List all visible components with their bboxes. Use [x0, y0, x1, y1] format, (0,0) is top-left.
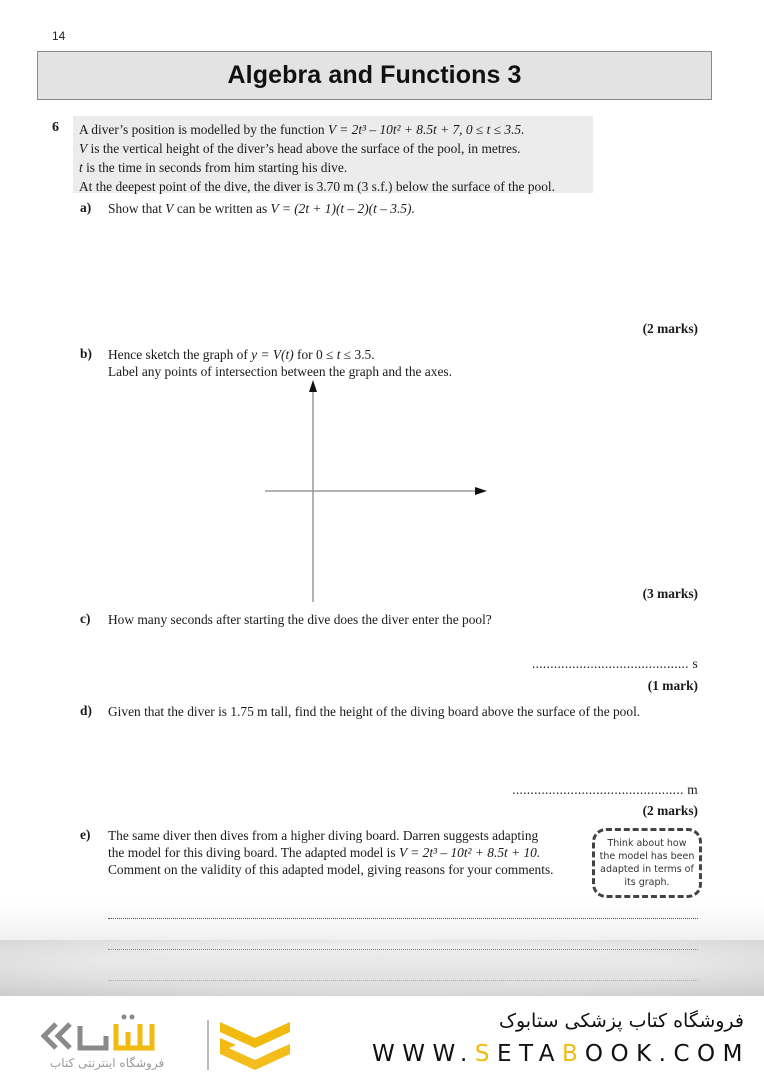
hint-stamp [592, 828, 702, 898]
part-a-marks: (2 marks) [642, 321, 698, 336]
shop-url[interactable]: WWW.SETABOOK.COM [371, 1041, 750, 1067]
part-c-marks: (1 mark) [647, 678, 698, 693]
shop-name: فروشگاه کتاب پزشکی ستابوک [498, 1010, 744, 1032]
setabook-logo-wordmark[interactable] [36, 1012, 176, 1060]
chapter-title: Algebra and Functions 3 [227, 61, 522, 89]
intro-line-3: t is the time in seconds from him starting his dive. [79, 160, 348, 175]
intro-line-1: A diver’s position is modelled by the function V = 2t³ – 10t² + 8.5t + 7, 0 ≤ t ≤ 3.5. [79, 122, 525, 137]
intro-line-4: At the deepest point of the dive, the diver is 3.70 m (3 s.f.) below the surface of the pool. [79, 179, 555, 194]
question-intro-box [73, 116, 593, 193]
part-a-text: Show that V can be written as V = (2t + 1)(t – 2)(t – 3.5). [108, 201, 415, 216]
part-d-answer-field[interactable]: ............................................... m [512, 782, 698, 797]
part-b-line-2: Label any points of intersection between the graph and the axes. [108, 364, 452, 379]
hint-text: Think about how the model has been adapted in terms of its graph. [599, 838, 695, 888]
part-d-label: d) [80, 703, 92, 718]
part-b-line-1: Hence sketch the graph of y = V(t) for 0 ≤ t ≤ 3.5. [108, 347, 375, 362]
x-axis-arrow-icon [475, 487, 487, 495]
chapter-header [37, 51, 712, 100]
logo-subtitle: فروشگاه اینترنتی کتاب [50, 1056, 165, 1070]
adapted-equation: V = 2t³ – 10t² + 8.5t + 10. [398, 845, 541, 860]
intro-line-2: V is the vertical height of the diver’s head above the surface of the pool, in metres. [79, 141, 521, 156]
logo-divider [207, 1020, 209, 1070]
question-number: 6 [52, 120, 59, 135]
part-c-answer-field[interactable]: ........................................... s [531, 656, 698, 671]
function-equation: V = 2t³ – 10t² + 8.5t + 7, 0 ≤ t ≤ 3.5. [327, 122, 525, 137]
sketch-axes[interactable] [255, 378, 495, 604]
page-number: 14 [52, 29, 66, 43]
part-d-marks: (2 marks) [642, 803, 698, 818]
part-b-label: b) [80, 346, 92, 361]
part-a-label: a) [80, 200, 92, 215]
double-chevron-icon [44, 1024, 56, 1048]
part-b-marks: (3 marks) [642, 586, 698, 601]
part-e-line-2: the model for this diving board. The adapted model is V = 2t³ – 10t² + 8.5t + 10. [108, 845, 541, 860]
y-axis-arrow-icon [309, 380, 317, 392]
part-c-text: How many seconds after starting the dive does the diver enter the pool? [108, 612, 492, 627]
page-fade-overlay [0, 900, 764, 996]
part-e-line-3: Comment on the validity of this adapted model, giving reasons for your comments. [108, 862, 554, 877]
answer-line-3[interactable] [108, 980, 698, 981]
factorised-equation: V = (2t + 1)(t – 2)(t – 3.5). [270, 201, 415, 216]
part-e-line-1: The same diver then dives from a higher diving board. Darren suggests adapting [108, 828, 539, 843]
part-c-label: c) [80, 611, 91, 626]
part-e-label: e) [80, 827, 91, 842]
part-d-text: Given that the diver is 1.75 m tall, find the height of the diving board above the surface of the pool. [108, 704, 641, 719]
answer-line-1[interactable] [108, 918, 698, 919]
answer-line-2[interactable] [108, 949, 698, 950]
setabook-chevron-logo-icon [216, 1016, 294, 1074]
